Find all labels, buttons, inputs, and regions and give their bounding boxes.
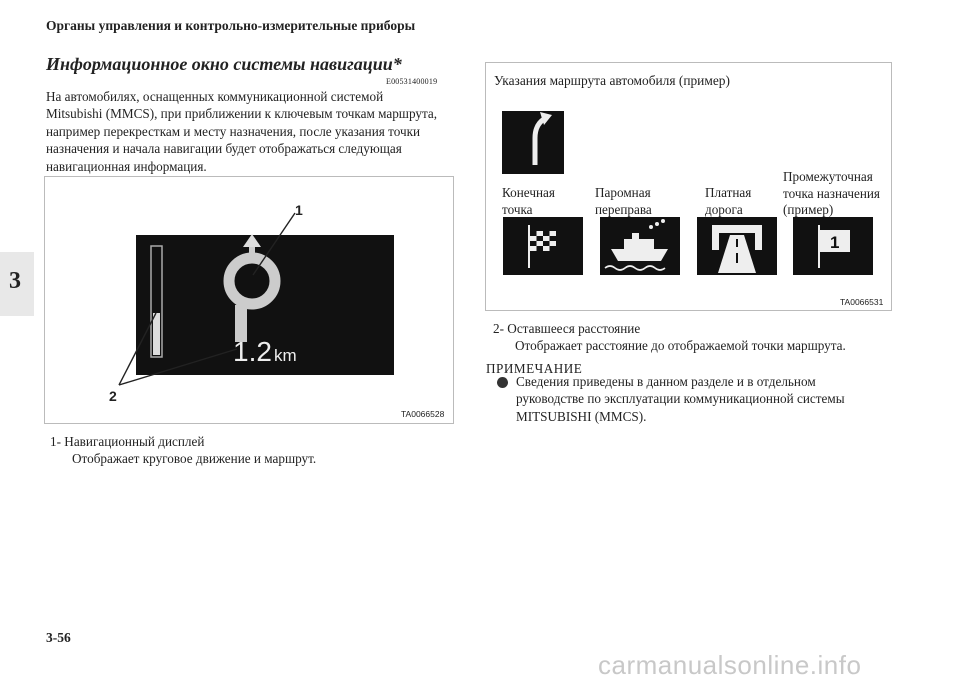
note-line: Сведения приведены в данном разделе и в отдельном (516, 374, 816, 389)
item-2 (493, 321, 640, 337)
waypoint-number: 1 (830, 233, 840, 252)
item-1 (50, 434, 204, 450)
intro-line: например перекресткам и месту назначения, после указания точки (46, 123, 421, 139)
label-ferry (595, 185, 652, 218)
item-1-description: Отображает круговое движение и маршрут. (72, 451, 317, 466)
note-line: MITSUBISHI (MMCS). (516, 408, 647, 424)
label-destination-line: Конечная (502, 185, 555, 200)
intro-line: Mitsubishi (MMCS), при приближении к ключевым точкам маршрута, (46, 106, 438, 122)
section-header: Органы управления и контрольно-измерительные приборы (46, 18, 416, 33)
label-destination-line: точка (502, 201, 533, 217)
label-toll-line: дорога (705, 201, 743, 217)
section-code: E00531400019 (386, 77, 438, 86)
distance-bar-fill (153, 313, 160, 355)
navigation-display-figure (44, 176, 454, 424)
label-waypoint-line: Промежуточная (783, 169, 873, 184)
item-1-number: 1- (50, 434, 61, 449)
navigation-display-illustration (45, 177, 453, 423)
label-ferry-line: Паромная (595, 185, 651, 200)
figure2-title: Указания маршрута автомобиля (пример) (494, 73, 730, 88)
label-ferry-line: переправа (595, 201, 652, 217)
item-2-label: Оставшееся расстояние (507, 321, 641, 336)
note-line: руководстве по эксплуатации коммуникационной системы (516, 391, 845, 407)
watermark: carmanualsonline.info (598, 650, 862, 680)
intro-line: назначения и начала навигации будет отображаться следующая (46, 141, 402, 157)
page-title: Информационное окно системы навигации* (46, 54, 402, 74)
distance-unit: km (274, 346, 297, 365)
intro-line: навигационная информация. (46, 158, 207, 174)
distance-value: 1.2 (233, 336, 272, 367)
page-number: 3-56 (46, 630, 71, 645)
intro-paragraph (46, 88, 456, 175)
chapter-number: 3 (9, 268, 21, 294)
intro-line: На автомобилях, оснащенных коммуникационной системой (46, 89, 384, 104)
callout-label-1: 1 (295, 202, 303, 218)
bullet-icon (497, 377, 508, 388)
item-2-number: 2- (493, 321, 504, 336)
note-title: ПРИМЕЧАНИЕ (486, 361, 583, 376)
label-toll (705, 185, 751, 218)
checkered-flag-icon (530, 231, 556, 251)
item-2-description: Отображает расстояние до отображаемой точки маршрута. (515, 338, 846, 353)
note-text (516, 373, 845, 425)
callout-label-2: 2 (109, 388, 117, 404)
label-toll-line: Платная (705, 185, 752, 200)
label-waypoint-line: точка назначения (783, 185, 880, 201)
item-1-label: Навигационный дисплей (64, 434, 205, 449)
label-waypoint (783, 169, 880, 219)
label-destination (502, 185, 555, 218)
figure2-code: TA0066531 (840, 297, 884, 307)
label-waypoint-line: (пример) (783, 202, 834, 217)
figure1-code: TA0066528 (401, 409, 445, 419)
